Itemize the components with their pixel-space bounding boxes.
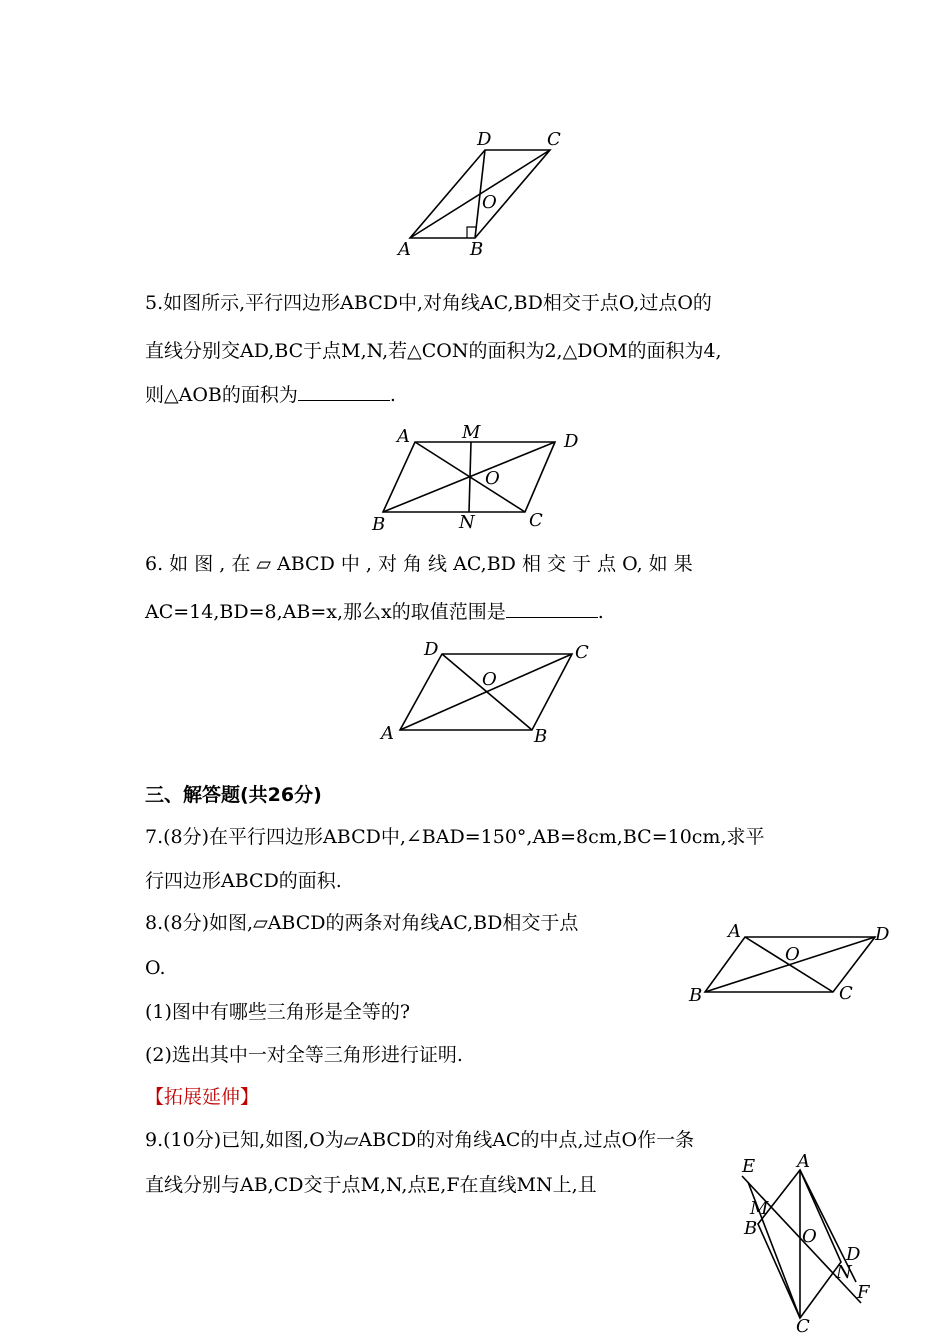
q7-line-2: 行四边形ABCD的面积.: [145, 870, 342, 892]
q8-line-1: 8.(8分)如图,▱ABCD的两条对角线AC,BD相交于点: [145, 912, 579, 934]
label-o: O: [482, 669, 497, 690]
label-c: C: [839, 983, 853, 1004]
label-d: D: [564, 431, 579, 452]
label-b: B: [689, 985, 703, 1006]
label-a: A: [397, 426, 410, 447]
label-a: A: [381, 723, 394, 744]
label-b: B: [470, 239, 484, 260]
q5-line-3: [145, 382, 396, 407]
q6-line-2-text: AC=14,BD=8,AB=x,那么x的取值范围是: [145, 601, 506, 623]
label-c: C: [547, 129, 561, 150]
q8-part-2: (2)选出其中一对全等三角形进行证明.: [145, 1044, 463, 1066]
q5-answer-blank[interactable]: [298, 382, 390, 401]
label-b: B: [744, 1218, 758, 1239]
label-m: M: [750, 1198, 769, 1219]
label-d: D: [477, 129, 492, 150]
q5-line-3-text: 则△AOB的面积为: [145, 384, 298, 406]
q8-line-2: O.: [145, 957, 166, 979]
q6-line-2: [145, 599, 604, 624]
diagonal-bd: [442, 654, 532, 730]
q9-line-2: 直线分别与AB,CD交于点M,N,点E,F在直线MN上,且: [145, 1174, 597, 1196]
label-d: D: [424, 639, 439, 660]
q5-line-1: 5.如图所示,平行四边形ABCD中,对角线AC,BD相交于点O,过点O的: [145, 292, 712, 314]
q5-line-3-end: .: [389, 384, 396, 406]
label-b: B: [372, 514, 386, 535]
label-d: D: [875, 924, 890, 945]
label-n: N: [836, 1262, 852, 1283]
segment-mn: [469, 442, 471, 512]
extension-label: 【拓展延伸】: [145, 1086, 260, 1108]
label-o: O: [785, 944, 800, 965]
label-o: O: [485, 468, 500, 489]
label-n: N: [459, 512, 475, 533]
label-a: A: [797, 1151, 810, 1172]
label-c: C: [796, 1316, 810, 1337]
label-e: E: [742, 1156, 756, 1177]
label-o: O: [482, 192, 497, 213]
label-d: D: [846, 1244, 861, 1265]
figure-4: [683, 917, 898, 1007]
label-b: B: [534, 726, 548, 747]
q6-line-1: 6. 如 图 , 在 ▱ ABCD 中 , 对 角 线 AC,BD 相 交 于 点 O, 如 果: [145, 553, 693, 575]
figure-2: [365, 420, 595, 535]
q6-answer-blank[interactable]: [506, 599, 598, 618]
q8-part-1: (1)图中有哪些三角形是全等的?: [145, 1001, 411, 1023]
q5-line-2: 直线分别交AD,BC于点M,N,若△CON的面积为2,△DOM的面积为4,: [145, 340, 722, 362]
figure-1: [390, 128, 570, 263]
q6-line-2-end: .: [597, 601, 604, 623]
label-m: M: [462, 422, 481, 443]
figure-3: [372, 633, 602, 748]
section-3-heading: 三、解答题(共26分): [145, 784, 322, 806]
q7-line-1: 7.(8分)在平行四边形ABCD中,∠BAD=150°,AB=8cm,BC=10cm,求平: [145, 826, 765, 848]
figure-5: [728, 1151, 878, 1344]
q9-line-1: 9.(10分)已知,如图,O为▱ABCD的对角线AC的中点,过点O作一条: [145, 1129, 695, 1151]
label-f: F: [857, 1282, 870, 1303]
label-c: C: [575, 642, 589, 663]
label-a: A: [398, 239, 411, 260]
label-o: O: [802, 1226, 817, 1247]
label-a: A: [728, 921, 741, 942]
label-c: C: [529, 510, 543, 531]
